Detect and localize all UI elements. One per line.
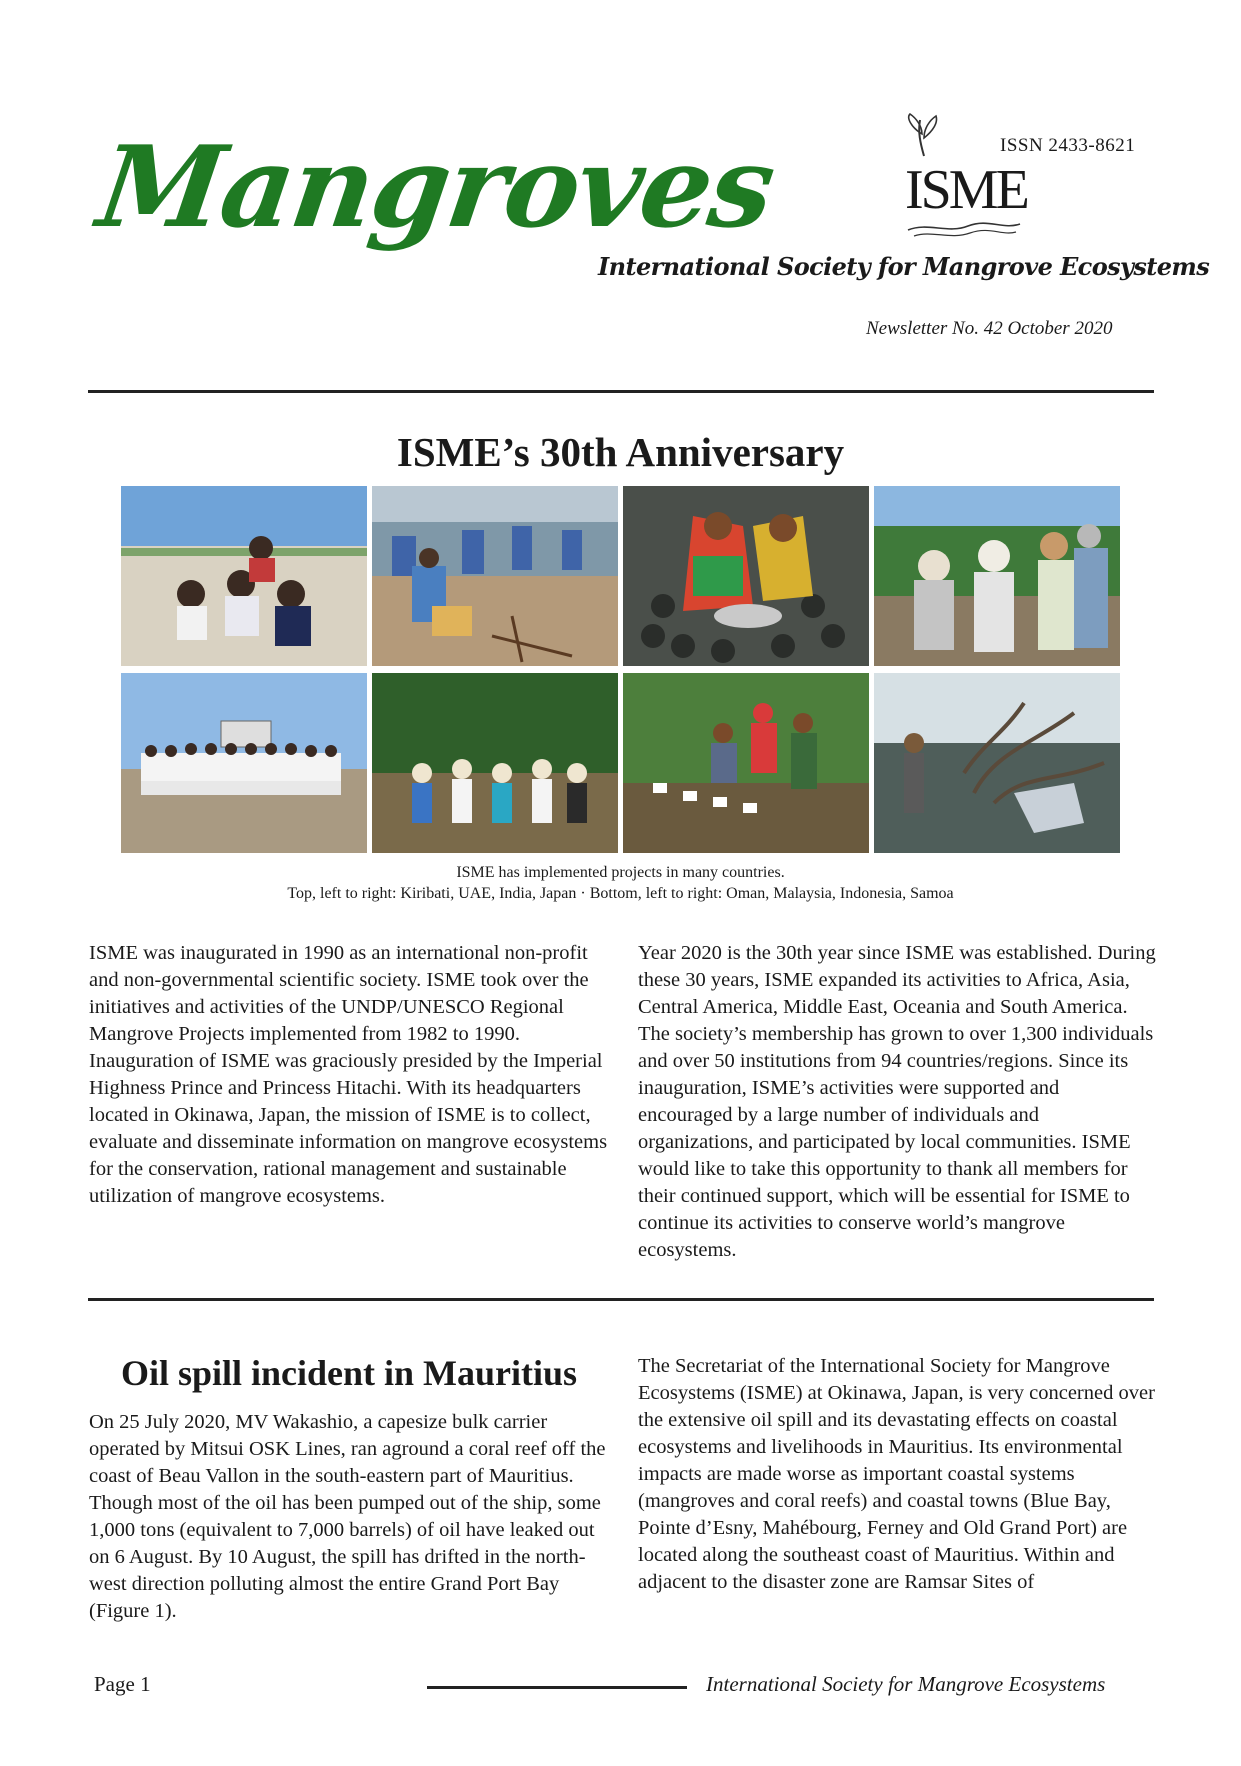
photo-uae <box>372 486 618 666</box>
photo-caption <box>0 862 1241 904</box>
project-photo-grid <box>121 486 1120 853</box>
oil-spill-heading: Oil spill incident in Mauritius <box>120 1353 578 1393</box>
section-divider <box>88 1298 1154 1301</box>
photo-malaysia <box>372 673 618 853</box>
photo-indonesia <box>623 673 869 853</box>
page-number: Page 1 <box>94 1672 151 1696</box>
photo-oman <box>121 673 367 853</box>
isme-logo-text: ISME <box>905 159 1027 221</box>
oil-spill-left-paragraph: On 25 July 2020, MV Wakashio, a capesize bulk carrier operated by Mitsui OSK Lines, ran aground a coral reef off the coast of Beau Vallon in the south-eastern part of Mauritius. Though most of the oil has been pumped out of the ship, some 1,000 tons (equivalent to 7,000 barrels) of oil have leaked out on 6 August. By 10 August, the spill has drifted in the north-west direction polluting almost the entire Grand Port Bay (Figure 1). <box>89 1411 606 1622</box>
photo-india <box>623 486 869 666</box>
anniversary-right-paragraph: Year 2020 is the 30th year since ISME was established. During these 30 years, ISME expanded its activities to Africa, Asia, Central America, Middle East, Oceania and South America. The society’s membership has grown to over 1,300 individuals and over 50 institutions from 94 countries/regions. Since its inauguration, ISME’s activities were supported and encouraged by a large number of individuals and organizations, and participated by local communities. ISME would like to take this opportunity to thank all members for their continued support, which will be essential for ISME to continue its activities to conserve world’s mangrove ecosystems. <box>638 942 1156 1261</box>
issn-number: ISSN 2433-8621 <box>1000 135 1136 156</box>
photo-japan <box>874 486 1120 666</box>
footer-divider <box>427 1686 687 1689</box>
photo-kiribati <box>121 486 367 666</box>
photo-samoa <box>874 673 1120 853</box>
newsletter-title: Mangroves <box>90 122 781 253</box>
anniversary-heading: ISME’s 30th Anniversary <box>396 429 845 475</box>
issue-number-date: Newsletter No. 42 October 2020 <box>866 318 1113 339</box>
footer-society-name: International Society for Mangrove Ecosystems <box>706 1672 1106 1696</box>
header-divider <box>88 390 1154 393</box>
anniversary-left-paragraph: ISME was inaugurated in 1990 as an international non-profit and non-governmental scientific society. ISME took over the initiatives and activities of the UNDP/UNESCO Regional Mangrove Projects implemented from 1982 to 1990. Inauguration of ISME was graciously presided by the Imperial Highness Prince and Princess Hitachi. With its headquarters located in Okinawa, Japan, the mission of ISME is to collect, evaluate and disseminate information on mangrove ecosystems for the conservation, rational management and sustainable utilization of mangrove ecosystems. <box>89 942 608 1207</box>
caption-line-2: Top, left to right: Kiribati, UAE, India, Japan · Bottom, left to right: Oman, Malaysia, Indonesia, Samoa <box>287 885 954 902</box>
society-subtitle: International Society for Mangrove Ecosystems <box>598 252 1210 281</box>
caption-line-1: ISME has implemented projects in many countries. <box>456 864 785 881</box>
oil-spill-right-paragraph: The Secretariat of the International Society for Mangrove Ecosystems (ISME) at Okinawa, Japan, is very concerned over the extensive oil spill and its devastating effects on coastal ecosystems and livelihoods in Mauritius. Its environmental impacts are made worse as important coastal systems (mangroves and coral reefs) and coastal towns (Blue Bay, Pointe d’Esny, Mahébourg, Ferney and Old Grand Port) are located along the southeast coast of Mauritius. Within and adjacent to the disaster zone are Ramsar Sites of <box>638 1355 1155 1593</box>
